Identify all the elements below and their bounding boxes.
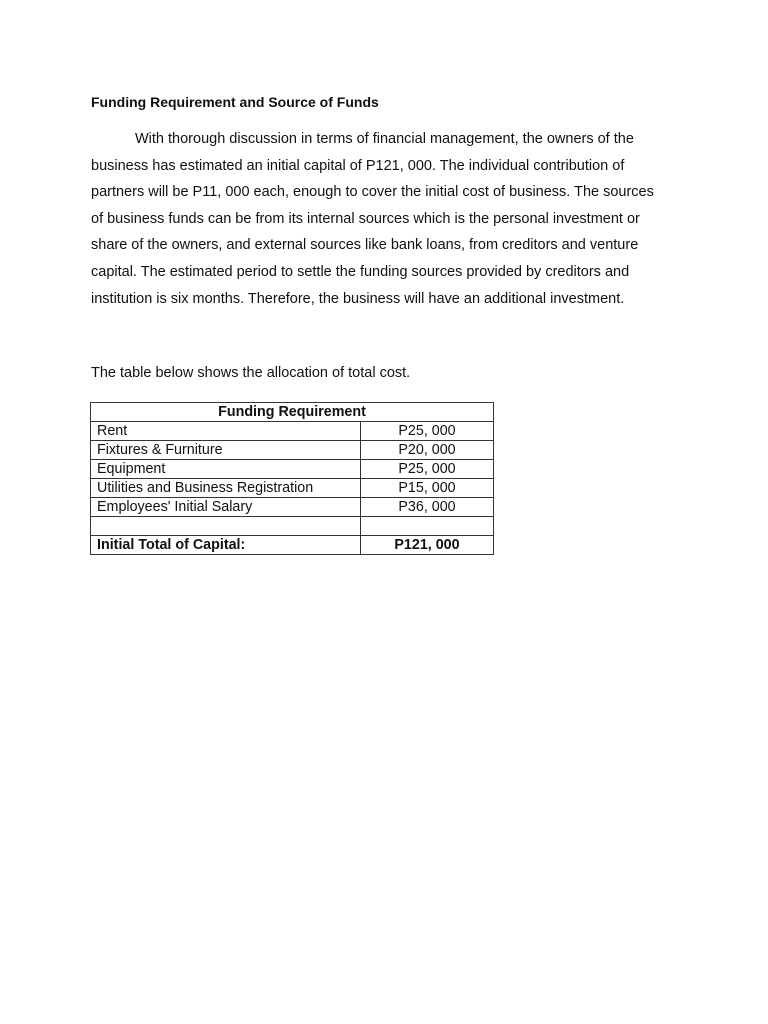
table-intro-text: The table below shows the allocation of total cost. — [91, 365, 411, 381]
table-row — [91, 422, 494, 441]
table-total-row — [91, 536, 494, 555]
table-row — [91, 460, 494, 479]
paragraph-line: With thorough discussion in terms of financial management, the owners of the — [135, 131, 634, 147]
total-label: Initial Total of Capital: — [91, 536, 361, 555]
paragraph-line: share of the owners, and external sources like bank loans, from creditors and venture — [91, 237, 639, 254]
cost-amount — [361, 517, 494, 536]
paragraph-line: institution is six months. Therefore, the business will have an additional investment. — [91, 290, 625, 307]
cost-amount: P20, 000 — [361, 441, 494, 460]
paragraph-line: business has estimated an initial capital of P121, 000. The individual contribution of — [91, 157, 625, 174]
cost-amount: P25, 000 — [361, 422, 494, 441]
table-row — [91, 479, 494, 498]
section-heading: Funding Requirement and Source of Funds — [91, 94, 379, 110]
paragraph-line: capital. The estimated period to settle the funding sources provided by creditors and — [91, 263, 630, 280]
paragraph-line: partners will be P11, 000 each, enough to cover the initial cost of business. The sources — [91, 184, 654, 201]
body-paragraph — [91, 126, 691, 312]
table-row-empty — [91, 517, 494, 536]
paragraph-line: of business funds can be from its internal sources which is the personal investment or — [91, 210, 640, 227]
funding-requirement-table — [90, 402, 494, 555]
total-amount: P121, 000 — [361, 536, 494, 555]
table-header: Funding Requirement — [91, 403, 494, 422]
cost-item: Equipment — [91, 460, 361, 479]
cost-amount: P36, 000 — [361, 498, 494, 517]
cost-amount: P25, 000 — [361, 460, 494, 479]
table-row — [91, 441, 494, 460]
cost-item: Utilities and Business Registration — [91, 479, 361, 498]
cost-item: Rent — [91, 422, 361, 441]
table-row — [91, 498, 494, 517]
cost-item: Fixtures & Furniture — [91, 441, 361, 460]
cost-amount: P15, 000 — [361, 479, 494, 498]
table-header-row — [91, 403, 494, 422]
cost-item — [91, 517, 361, 536]
cost-item: Employees' Initial Salary — [91, 498, 361, 517]
